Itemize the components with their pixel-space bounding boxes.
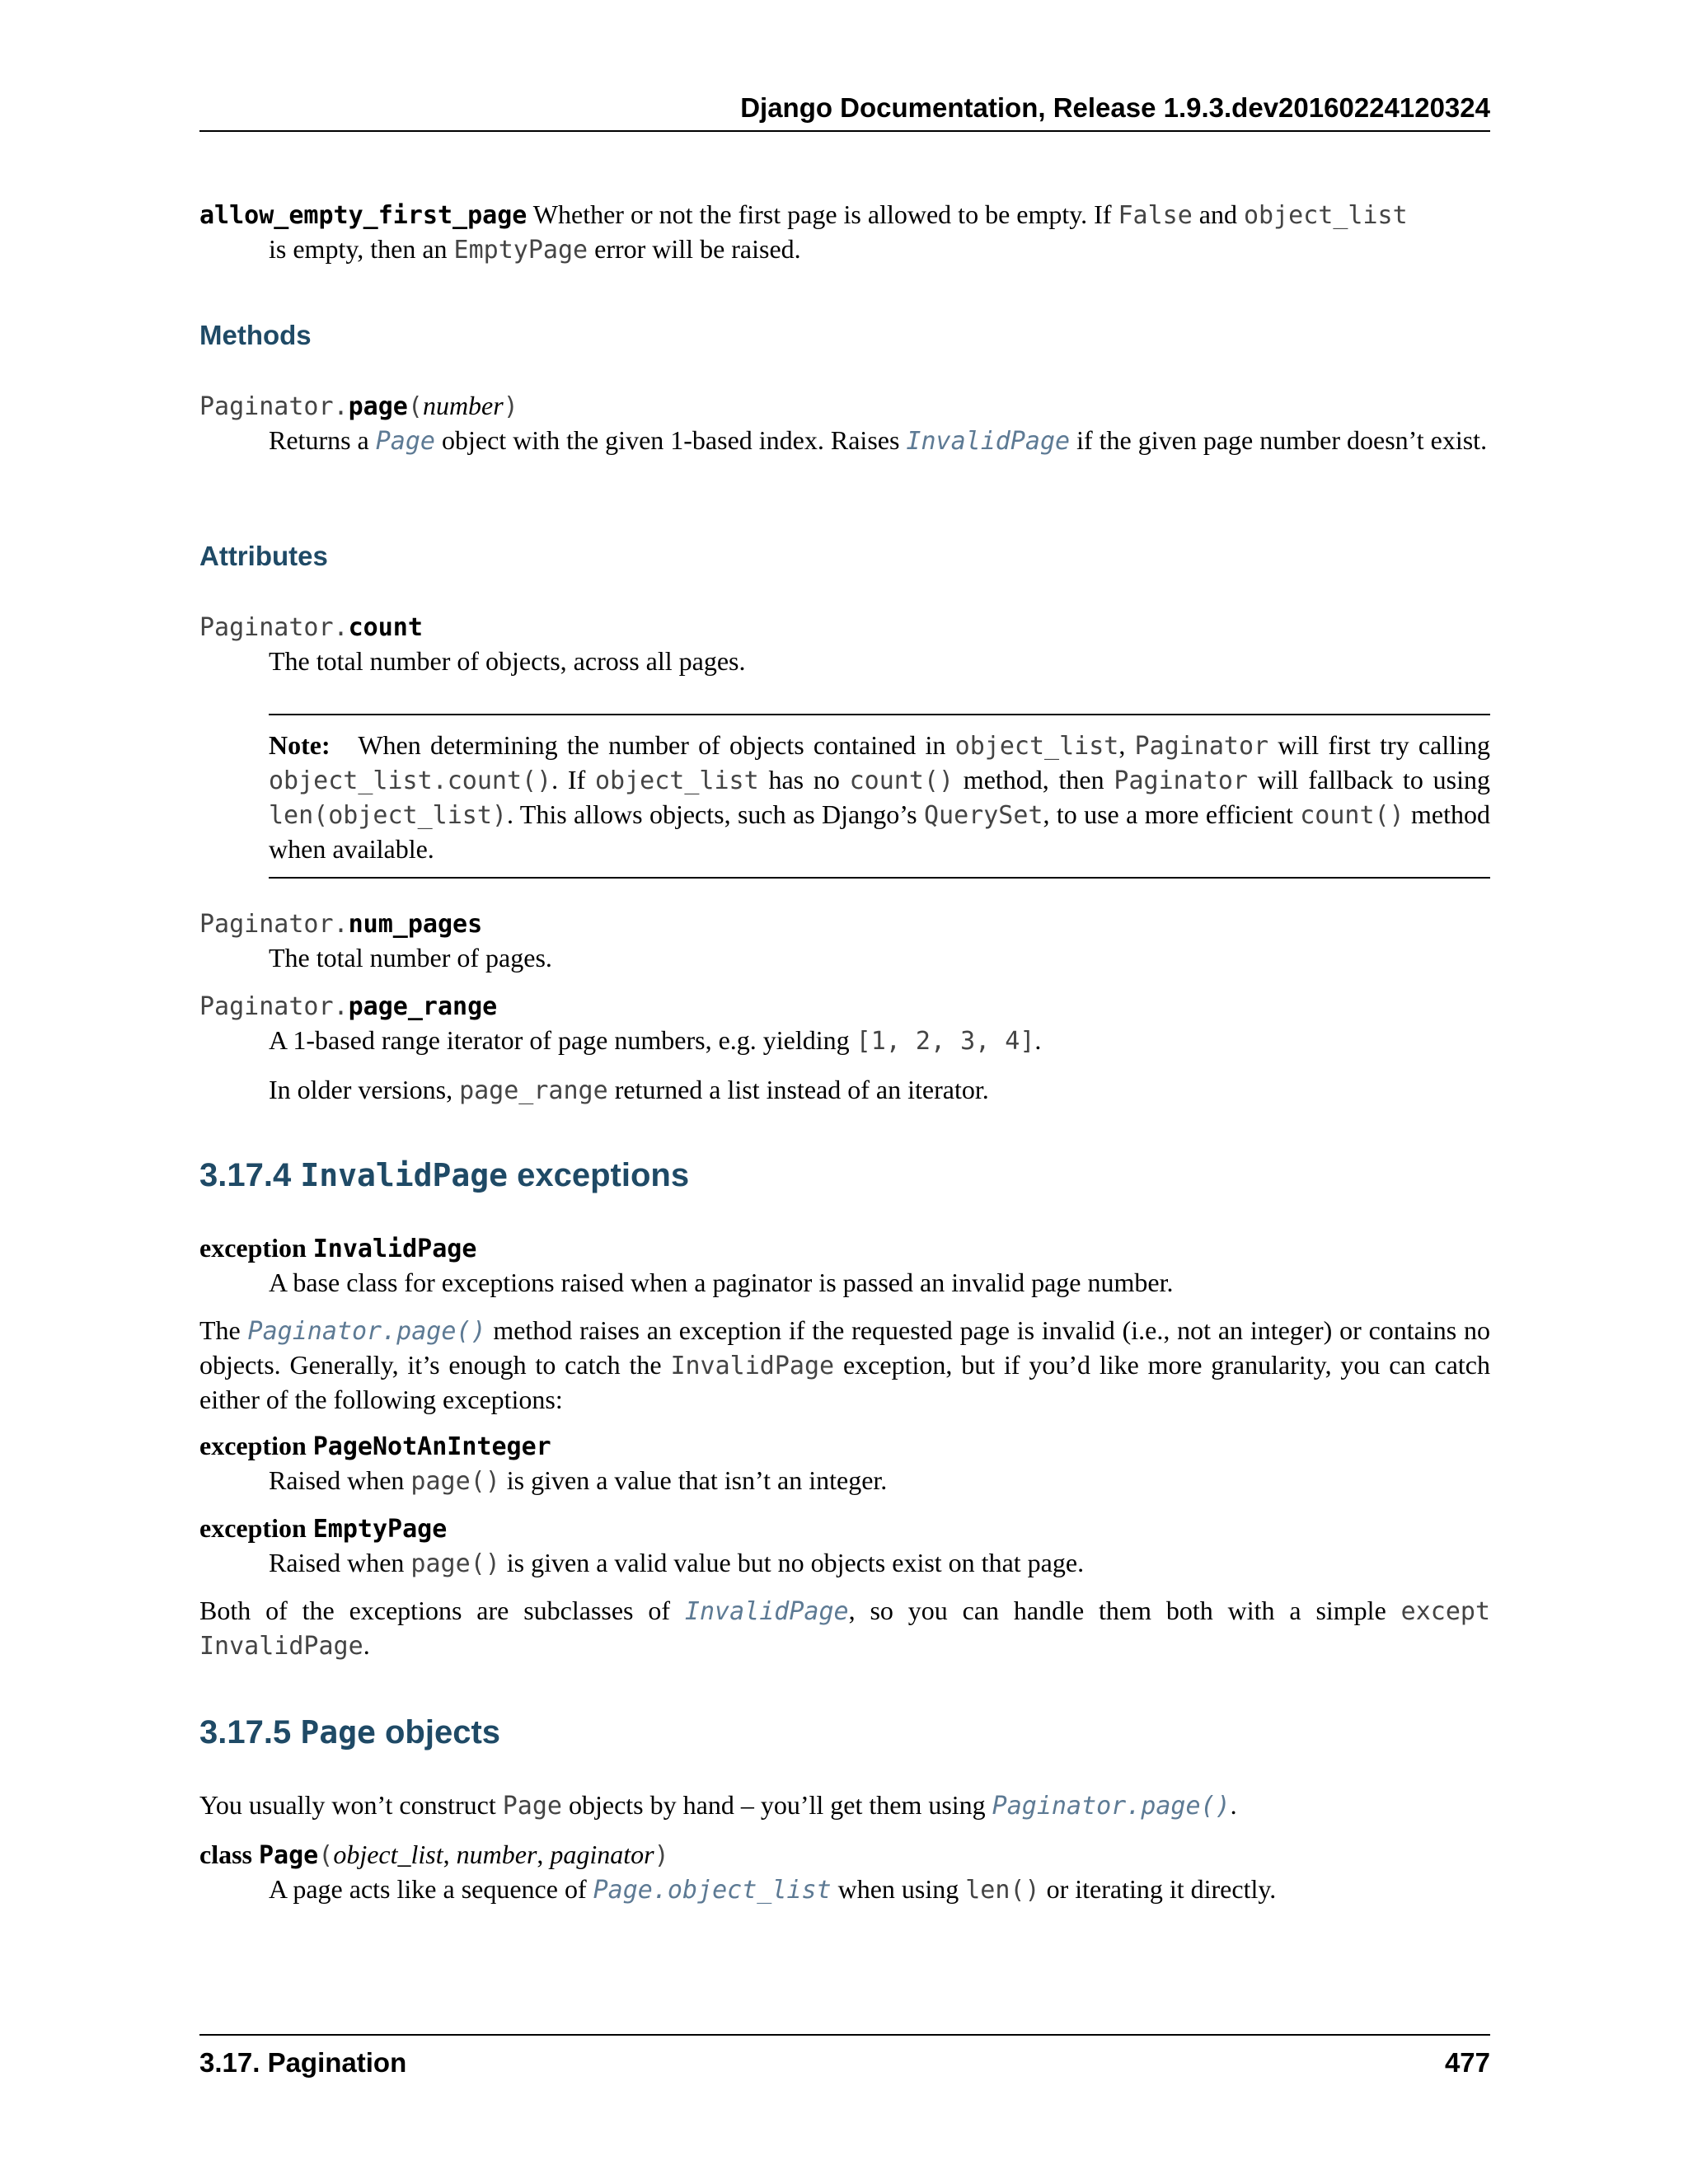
section-heading-3-17-4: 3.17.4 InvalidPage exceptions <box>199 1157 690 1193</box>
page-range-attribute-entry: Paginator.page_range A 1-based range iterator of page numbers, e.g. yielding [1, 2, 3, 4]. In older versions, page_range returned a list instead of an iterator. <box>199 992 1042 1105</box>
exception-name: PageNotAnInteger <box>312 1432 551 1461</box>
usually-paragraph: You usually won’t construct Page objects by hand – you’ll get them using Paginator.page(). <box>199 1790 1237 1821</box>
page-link[interactable]: Page <box>375 427 435 456</box>
exception-name: EmptyPage <box>312 1515 448 1544</box>
emptypage-exception-entry: exception EmptyPage Raised when page() is given a valid value but no objects exist on that page. <box>199 1513 1085 1578</box>
allow-empty-first-page-entry: allow_empty_first_page Whether or not the first page is allowed to be empty. If False and object_list is empty, then an EmptyPage error will be raised. <box>199 199 1408 265</box>
paginator-page-link[interactable]: Paginator.page() <box>992 1792 1231 1821</box>
attribute-name: count <box>348 613 423 642</box>
class-name: Page <box>259 1841 319 1870</box>
page-footer <box>199 2034 1490 2085</box>
paginator-page-paragraph: The Paginator.page() method raises an exception if the requested page is invalid (i.e., not an integer) or contains no objects. Generally, it’s enough to catch the InvalidPage exception, but if you’d like more granularity, you can catch either of the following exceptions: <box>199 1315 1491 1414</box>
num-pages-attribute-entry: Paginator.num_pages The total number of pages. <box>199 910 552 972</box>
page-method-entry: Paginator.page(number) Returns a Page object with the given 1-based index. Raises InvalidPage if the given page number doesn’t exist. <box>199 391 1488 456</box>
exception-name: InvalidPage <box>312 1235 477 1263</box>
section-heading-3-17-5: 3.17.5 Page objects <box>199 1714 501 1750</box>
attributes-heading: Attributes <box>199 541 328 571</box>
invalidpage-link[interactable]: InvalidPage <box>906 427 1071 456</box>
note-label: Note: <box>269 730 331 760</box>
paginator-page-link[interactable]: Paginator.page() <box>247 1317 486 1346</box>
methods-heading: Methods <box>199 320 312 350</box>
note-box: Note: When determining the number of objects contained in object_list, Paginator will first try calling object_list.count(). If object_list has no count() method, then Paginator will fallback to using len(object_list). This allows objects, such as Django’s QuerySet, to use a more efficient count() method when available. <box>269 714 1490 879</box>
page-class-entry: class Page(object_list, number, paginator) A page acts like a sequence of Page.object_list when using len() or iterating it directly. <box>199 1840 1277 1905</box>
page-number: 477 <box>1444 2047 1490 2078</box>
page-object-list-link[interactable]: Page.object_list <box>593 1876 832 1905</box>
attribute-name: num_pages <box>348 910 483 939</box>
pagenotaninteger-exception-entry: exception PageNotAnInteger Raised when page() is given a value that isn’t an integer. <box>199 1431 888 1496</box>
both-exceptions-paragraph: Both of the exceptions are subclasses of InvalidPage, so you can handle them both with a simple except InvalidPage. <box>199 1596 1491 1661</box>
footer-section-title: 3.17. Pagination <box>199 2047 407 2078</box>
document-title: Django Documentation, Release 1.9.3.dev20160224120324 <box>740 92 1490 123</box>
method-name: page <box>348 392 408 421</box>
count-attribute-entry: Paginator.count The total number of objects, across all pages. <box>199 613 746 676</box>
page-header <box>199 92 1490 132</box>
invalidpage-exception-entry: exception InvalidPage A base class for exceptions raised when a paginator is passed an invalid page number. <box>199 1233 1174 1297</box>
attribute-term: allow_empty_first_page <box>199 201 528 230</box>
invalidpage-link[interactable]: InvalidPage <box>684 1597 849 1626</box>
attribute-name: page_range <box>348 992 498 1021</box>
